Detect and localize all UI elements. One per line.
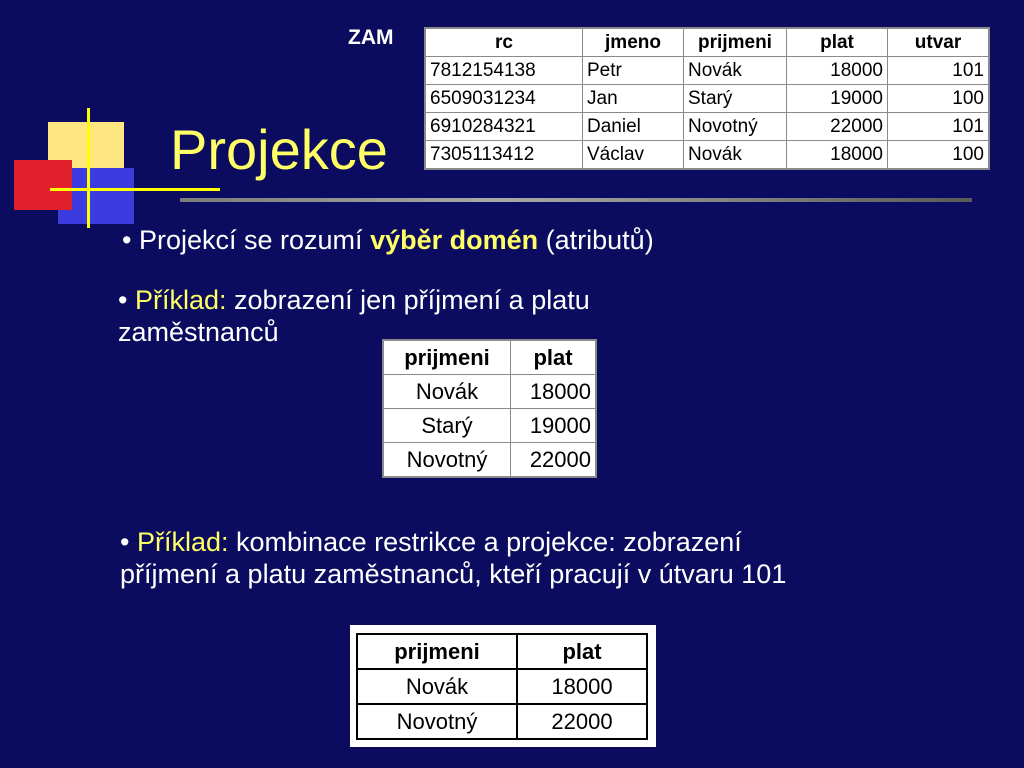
cell-utvar: 101 [888,113,990,141]
table-header-row [425,28,989,57]
cell-plat: 22000 [787,113,888,141]
cell-utvar: 101 [888,57,990,85]
zam-table [424,27,990,170]
cell-plat: 18000 [511,375,597,409]
logo-vertical-line [87,108,90,228]
cell-prijmeni: Starý [684,85,787,113]
bullet-marker: • [120,527,130,557]
cell-prijmeni: Novotný [684,113,787,141]
zam-table-label: ZAM [348,26,394,49]
result-table-projection [382,339,597,478]
cell-rc: 6910284321 [425,113,583,141]
cell-plat: 19000 [787,85,888,113]
bullet-highlight: výběr domén [370,225,539,255]
cell-rc: 6509031234 [425,85,583,113]
column-header-prijmeni: prijmeni [383,340,511,375]
bullet-marker: • [122,225,132,255]
logo-red-square [14,160,72,210]
cell-utvar: 100 [888,85,990,113]
table-row [425,85,989,113]
cell-plat: 18000 [787,57,888,85]
table-header-row [383,340,596,375]
cell-prijmeni: Novotný [357,704,517,739]
cell-prijmeni: Novák [684,57,787,85]
cell-prijmeni: Novák [357,669,517,704]
table-row [383,443,596,478]
bullet-marker: • [118,285,128,315]
column-header-jmeno: jmeno [583,28,684,57]
table-row [425,113,989,141]
bullet-text: (atributů) [545,225,654,255]
bullet-text-line2: příjmení a platu zaměstnanců, kteří pracují v útvaru 101 [120,559,787,589]
column-header-rc: rc [425,28,583,57]
logo-horizontal-line [50,188,220,191]
example-label: Příklad: [134,285,227,315]
title-divider [180,198,972,202]
table-row [357,669,647,704]
cell-prijmeni: Novotný [383,443,511,478]
cell-rc: 7305113412 [425,141,583,170]
table-header-row [357,634,647,669]
cell-jmeno: Petr [583,57,684,85]
cell-plat: 22000 [511,443,597,478]
column-header-utvar: utvar [888,28,990,57]
column-header-prijmeni: prijmeni [684,28,787,57]
slide-title: Projekce [170,118,388,181]
bullet-text-line2: zaměstnanců [118,317,279,347]
cell-plat: 18000 [517,669,647,704]
bullet-text: zobrazení jen příjmení a platu [234,285,590,315]
result-table-2-frame [350,625,656,747]
table-row [383,409,596,443]
column-header-plat: plat [787,28,888,57]
bullet-text: Projekcí se rozumí [138,225,363,255]
cell-prijmeni: Novák [383,375,511,409]
table-row [425,141,989,170]
cell-jmeno: Jan [583,85,684,113]
cell-plat: 18000 [787,141,888,170]
bullet-example-2 [120,526,786,590]
table-row [425,57,989,85]
bullet-text: kombinace restrikce a projekce: zobrazení [236,527,742,557]
slide-logo-graphic [0,0,160,240]
cell-jmeno: Daniel [583,113,684,141]
column-header-prijmeni: prijmeni [357,634,517,669]
table-row [383,375,596,409]
cell-plat: 19000 [511,409,597,443]
result-table-restriction-projection [356,633,648,740]
cell-prijmeni: Novák [684,141,787,170]
bullet-definition [122,224,654,256]
column-header-plat: plat [511,340,597,375]
cell-utvar: 100 [888,141,990,170]
column-header-plat: plat [517,634,647,669]
cell-jmeno: Václav [583,141,684,170]
table-row [357,704,647,739]
cell-rc: 7812154138 [425,57,583,85]
cell-prijmeni: Starý [383,409,511,443]
example-label: Příklad: [136,527,229,557]
cell-plat: 22000 [517,704,647,739]
